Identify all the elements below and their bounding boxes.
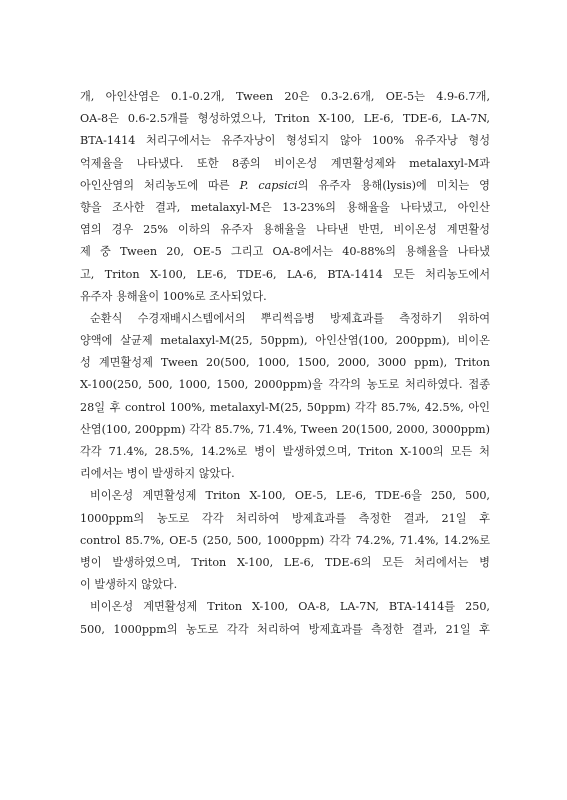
text-line: 유주자 용해율이 100%로 조사되었다.: [80, 289, 267, 303]
species-name: P. capsici: [239, 178, 298, 192]
text-line: X-100(250, 500, 1000, 1500, 2000ppm)을 각각의 농도로 처리하였다. 접종: [80, 378, 490, 392]
text-line: 성 계면활성제 Tween 20(500, 1000, 1500, 2000, 3000 ppm), Triton: [80, 356, 490, 370]
text-line: 양액에 살균제 metalaxyl-M(25, 50ppm), 아인산염(100, 200ppm), 비이온: [80, 334, 490, 348]
text-line: 제 중 Tween 20, OE-5 그리고 OA-8에서는 40-88%의 용해율을 나타냈: [80, 245, 490, 259]
paragraph-3: [80, 485, 490, 596]
text-line: 28일 후 control 100%, metalaxyl-M(25, 50ppm) 각각 85.7%, 42.5%, 아인: [80, 400, 490, 414]
text-line: control 85.7%, OE-5 (250, 500, 1000ppm) 각각 74.2%, 71.4%, 14.2%로: [80, 533, 490, 547]
text-line: 리에서는 병이 발생하지 않았다.: [80, 467, 235, 481]
paragraph-1: [80, 86, 490, 308]
text-line: 이 발생하지 않았다.: [80, 578, 178, 592]
text-line: 염의 경우 25% 이하의 유주자 용해율을 나타낸 반면, 비이온성 계면활성: [80, 223, 490, 237]
text-line: BTA-1414 처리구에서는 유주자낭이 형성되지 않아 100% 유주자낭 형성: [80, 134, 490, 148]
text-line: 비이온성 계면활성제 Triton X-100, OE-5, LE-6, TDE-6을 250, 500,: [90, 489, 490, 503]
text-line: 억제율을 나타냈다. 또한 8종의 비이온성 계면활성제와 metalaxyl-M과: [80, 156, 490, 170]
text-line: 500, 1000ppm의 농도로 각각 처리하여 방제효과를 측정한 결과, 21일 후: [80, 622, 490, 636]
text-line: OA-8은 0.6-2.5개를 형성하였으나, Triton X-100, LE-6, TDE-6, LA-7N,: [80, 112, 490, 126]
text-line: 순환식 수경재배시스템에서의 뿌리썩음병 방제효과를 측정하기 위하여: [90, 311, 490, 325]
text-line: 각각 71.4%, 28.5%, 14.2%로 병이 발생하였으며, Triton X-100의 모든 처: [80, 445, 490, 458]
body-text: [80, 86, 490, 641]
text-line: 병이 발생하였으며, Triton X-100, LE-6, TDE-6의 모든 처리에서는 병: [80, 555, 490, 569]
text-line: 고, Triton X-100, LE-6, TDE-6, LA-6, BTA-1414 모든 처리농도에서: [80, 267, 490, 281]
text-line: 1000ppm의 농도로 각각 처리하여 방제효과를 측정한 결과, 21일 후: [80, 511, 490, 525]
text-line: 산염(100, 200ppm) 각각 85.7%, 71.4%, Tween 20(1500, 2000, 3000ppm): [80, 422, 490, 436]
paragraph-4: [80, 596, 490, 640]
text-line: 개, 아인산염은 0.1-0.2개, Tween 20은 0.3-2.6개, OE-5는 4.9-6.7개,: [80, 90, 490, 103]
text-line: 비이온성 계면활성제 Triton X-100, OA-8, LA-7N, BTA-1414를 250,: [90, 600, 490, 614]
text-line: 아인산염의 처리농도에 따른 P. capsici의 유주자 용해(lysis)에 미치는 영: [80, 178, 490, 192]
paragraph-2: [80, 308, 490, 486]
text-line: 향을 조사한 결과, metalaxyl-M은 13-23%의 용해율을 나타냈고, 아인산: [80, 200, 490, 214]
